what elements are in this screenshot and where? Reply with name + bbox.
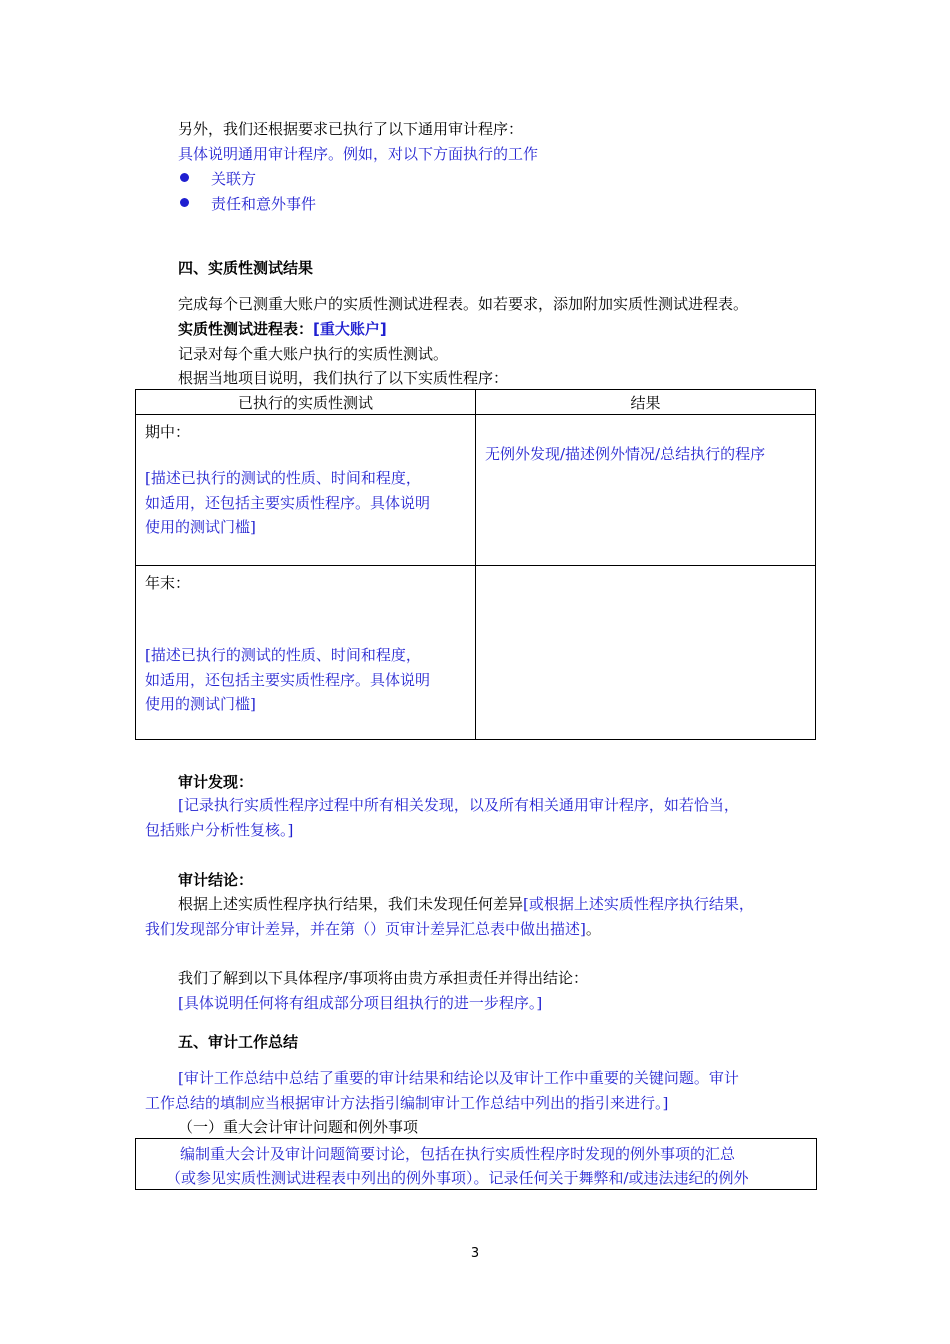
general-procedures-line: 另外，我们还根据要求已执行了以下通用审计程序： [178, 120, 524, 138]
table-cell-result-year-end [476, 566, 816, 740]
bullet-item-related-parties: 关联方 [211, 170, 257, 188]
section-5-heading: 五、审计工作总结 [178, 1033, 299, 1051]
substantive-test-table [135, 389, 816, 740]
schedule-label-text: 实质性测试进程表： [178, 320, 314, 338]
summary-line: 工作总结的填制应当根据审计方法指引编制审计工作总结中列出的指引来进行。] [145, 1094, 669, 1112]
bullet-icon [180, 173, 189, 182]
table-header-results: 结果 [476, 390, 816, 415]
findings-line: [记录执行实质性程序过程中所有相关发现，以及所有相关通用审计程序，如若恰当， [178, 796, 739, 814]
schedule-label [178, 318, 387, 339]
conclusion-period: 。 [585, 920, 601, 938]
sub-heading: （一）重大会计审计问题和例外事项 [178, 1118, 419, 1136]
bullet-item-liabilities: 责任和意外事件 [211, 195, 317, 213]
schedule-account: [重大账户] [313, 320, 387, 338]
conclusion-alternative: 我们发现部分审计差异，并在第（）页审计差异汇总表中做出描述] [145, 920, 586, 938]
page-number: 3 [470, 1246, 480, 1261]
conclusion-alternative: [或根据上述实质性程序执行结果， [523, 895, 754, 913]
table-header-tests: 已执行的实质性测试 [136, 390, 476, 415]
section-4-heading: 四、实质性测试结果 [178, 259, 314, 277]
conclusion-heading: 审计结论： [178, 871, 254, 889]
test-description-line: 使用的测试门槛] [145, 695, 256, 713]
section-4-paragraph: 完成每个已测重大账户的实质性测试进程表。如若要求，添加附加实质性测试进程表。 [178, 295, 749, 313]
general-procedures-detail: 具体说明通用审计程序。例如，对以下方面执行的工作 [178, 145, 539, 163]
test-description-line: [描述已执行的测试的性质、时间和程度， [145, 646, 421, 664]
issues-box-line: 编制重大会计及审计问题简要讨论，包括在执行实质性程序时发现的例外事项的汇总 [180, 1145, 736, 1163]
further-procedures-line: [具体说明任何将有组成部分项目组执行的进一步程序。] [178, 994, 543, 1012]
conclusion-line-1 [178, 893, 754, 914]
bullet-icon [180, 198, 189, 207]
table-cell-tests-interim [136, 415, 476, 566]
findings-line: 包括账户分析性复核。] [145, 821, 294, 839]
period-label: 年末： [145, 574, 191, 592]
table-cell-tests-year-end [136, 566, 476, 740]
issues-box [135, 1138, 817, 1190]
conclusion-text: 根据上述实质性程序执行结果，我们未发现任何差异 [178, 895, 524, 913]
table-cell-result-interim [476, 415, 816, 566]
conclusion-line-2 [145, 918, 601, 939]
findings-heading: 审计发现： [178, 773, 254, 791]
result-text: 无例外发现/描述例外情况/总结执行的程序 [485, 445, 766, 463]
record-line: 记录对每个重大账户执行的实质性测试。 [178, 345, 449, 363]
test-description-line: [描述已执行的测试的性质、时间和程度， [145, 469, 421, 487]
local-procedures-line: 根据当地项目说明，我们执行了以下实质性程序： [178, 369, 509, 387]
table-row [136, 566, 816, 740]
test-description-line: 如适用，还包括主要实质性程序。具体说明 [145, 671, 431, 689]
period-label: 期中： [145, 423, 191, 441]
issues-box-line: （或参见实质性测试进程表中列出的例外事项）。记录任何关于舞弊和/或违法违纪的例外 [166, 1169, 749, 1187]
test-description-line: 如适用，还包括主要实质性程序。具体说明 [145, 494, 431, 512]
summary-line: [审计工作总结中总结了重要的审计结果和结论以及审计工作中重要的关键问题。审计 [178, 1069, 739, 1087]
test-description-line: 使用的测试门槛] [145, 518, 256, 536]
responsibility-line: 我们了解到以下具体程序/事项将由贵方承担责任并得出结论： [178, 969, 589, 987]
table-row [136, 415, 816, 566]
